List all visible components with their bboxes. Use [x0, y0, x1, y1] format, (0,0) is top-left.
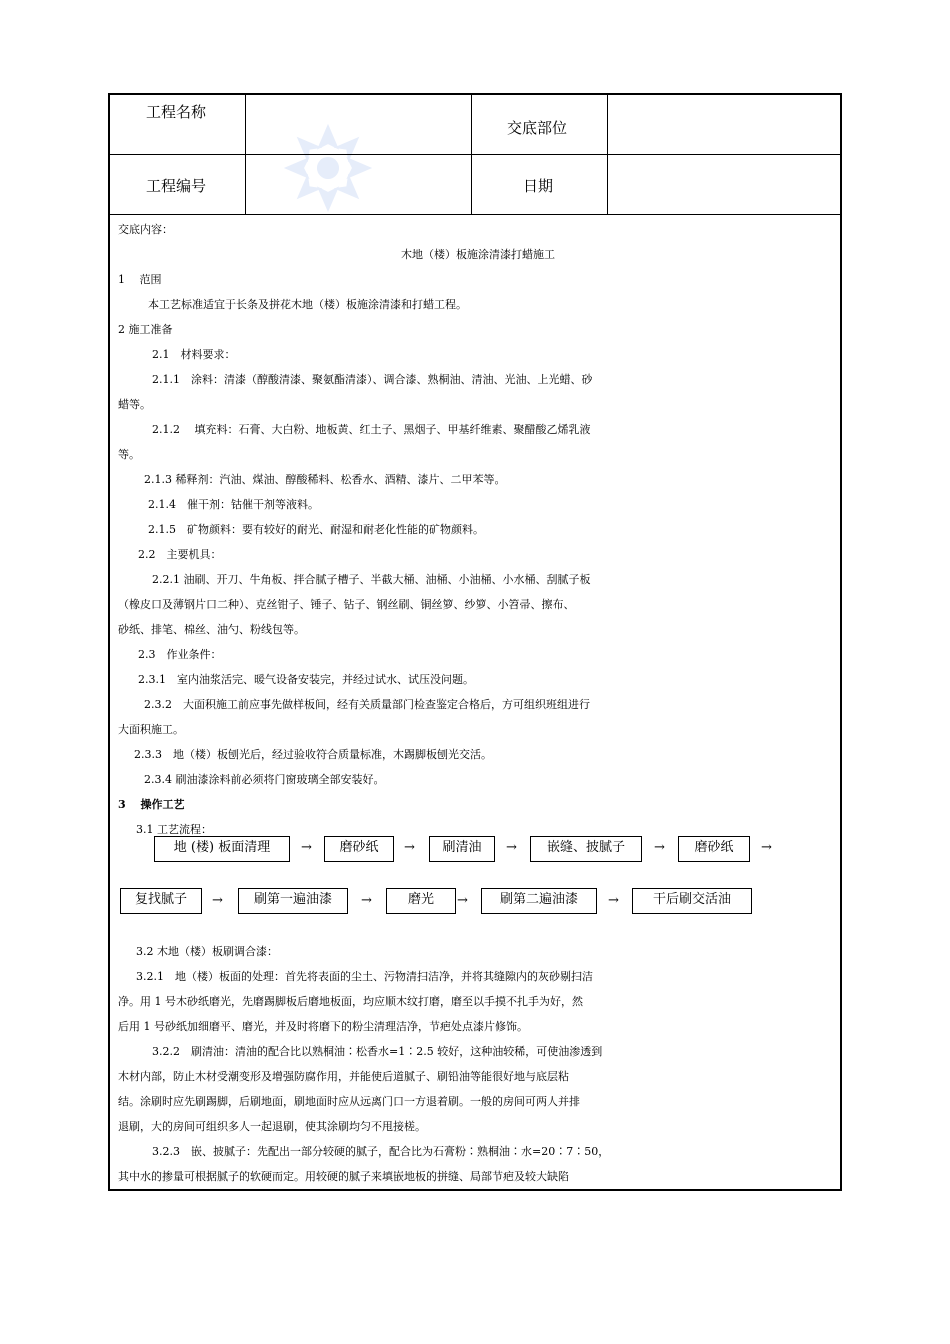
flow-step-sanding-2: 磨砂纸 [678, 836, 750, 862]
subsection-heading: 3.1 工艺流程： [136, 823, 212, 836]
date-label: 日期 [523, 177, 554, 195]
flow-step-final-oil: 干后刷交活油 [632, 888, 752, 914]
flow-step-first-coat: 刷第一遍油漆 [238, 888, 348, 914]
grid-line [110, 214, 840, 215]
paragraph: 2.2.1 油刷、开刀、牛角板、拌合腻子槽子、半截大桶、油桶、小油桶、小水桶、刮腻子板 [152, 573, 591, 586]
paragraph: 其中水的掺量可根据腻子的软硬而定。用较硬的腻子来填嵌地板的拼缝、局部节疤及较大缺陷 [118, 1170, 569, 1183]
flow-step-sanding: 磨砂纸 [324, 836, 394, 862]
paragraph: 蜡等。 [118, 398, 151, 411]
section-heading: 3 操作工艺 [118, 798, 185, 811]
flow-arrow: → [654, 840, 665, 855]
handover-part-value[interactable] [608, 95, 840, 154]
flow-step-polish: 磨光 [386, 888, 456, 914]
flow-step-recheck-putty: 复找腻子 [120, 888, 202, 914]
paragraph: 2.3.1 室内油浆活完、暖气设备安装完，并经过试水、试压没问题。 [138, 673, 474, 686]
flow-arrow: → [457, 893, 468, 908]
paragraph: 2.1.5 矿物颜料：要有较好的耐光、耐湿和耐老化性能的矿物颜料。 [148, 523, 484, 536]
paragraph: 2.3.4 刷油漆涂料前必须将门窗玻璃全部安装好。 [144, 773, 385, 786]
paragraph: 3.2.2 刷清油：清油的配合比以熟桐油∶松香水=1∶2.5 较好，这种油较稀，可使油渗透到 [152, 1045, 603, 1058]
paragraph: 2.3.2 大面积施工前应事先做样板间，经有关质量部门检查鉴定合格后，方可组织班组进行 [144, 698, 590, 711]
disclosure-form [108, 93, 842, 1191]
paragraph: 等。 [118, 448, 140, 461]
content-intro: 交底内容： [118, 223, 173, 236]
subsection-heading: 3.2 木地（楼）板刷调合漆： [136, 945, 278, 958]
paragraph: 3.2.3 嵌、披腻子：先配出一部分较硬的腻子，配合比为石膏粉∶熟桐油∶水=20∶7∶50， [152, 1145, 610, 1158]
flow-step-clear-oil: 刷清油 [429, 836, 495, 862]
project-no-label: 工程编号 [146, 177, 207, 195]
paragraph: 2.1.4 催干剂：钴催干剂等液料。 [148, 498, 319, 511]
handover-part-label: 交底部位 [507, 119, 568, 137]
disclosure-content [118, 217, 838, 842]
paragraph: 后用 1 号砂纸加细磨平、磨光，并及时将磨下的粉尘清理洁净，节疤处点漆片修饰。 [118, 1020, 528, 1033]
project-no-value[interactable] [246, 155, 471, 214]
flow-arrow: → [361, 893, 372, 908]
document-title: 木地（楼）板施涂清漆打蜡施工 [401, 248, 555, 261]
flow-arrow: → [506, 840, 517, 855]
paragraph: 2.1.1 涂料：清漆（醇酸清漆、聚氨酯清漆）、调合漆、熟桐油、清油、光油、上光蜡、砂 [152, 373, 593, 386]
paragraph: 结。涂刷时应先刷踢脚，后刷地面，刷地面时应从远离门口一方退着刷。一般的房间可两人并排 [118, 1095, 580, 1108]
paragraph: 砂纸、排笔、棉丝、油勺、粉线包等。 [118, 623, 305, 636]
flow-arrow: → [404, 840, 415, 855]
paragraph: 木材内部，防止木材受潮变形及增强防腐作用，并能使后道腻子、刷铅油等能很好地与底层粘 [118, 1070, 569, 1083]
subsection-heading: 2.3 作业条件： [138, 648, 222, 661]
date-value[interactable] [608, 155, 840, 214]
paragraph: 本工艺标准适宜于长条及拼花木地（楼）板施涂清漆和打蜡工程。 [148, 298, 467, 311]
project-name-label: 工程名称 [146, 103, 207, 121]
flow-arrow: → [301, 840, 312, 855]
flow-step-floor-cleaning: 地 (楼) 板面清理 [154, 836, 290, 862]
flow-arrow: → [761, 840, 772, 855]
paragraph: 2.1.2 填充料：石膏、大白粉、地板黄、红土子、黑烟子、甲基纤维素、聚醋酸乙烯乳液 [152, 423, 591, 436]
paragraph: 2.1.3 稀释剂：汽油、煤油、醇酸稀料、松香水、酒精、漆片、二甲苯等。 [144, 473, 506, 486]
flow-arrow: → [608, 893, 619, 908]
flow-arrow: → [212, 893, 223, 908]
flow-step-second-coat: 刷第二遍油漆 [481, 888, 597, 914]
paragraph: （橡皮口及薄钢片口二种）、克丝钳子、锤子、钻子、钢丝刷、铜丝箩、纱箩、小笤帚、擦布、 [118, 598, 575, 611]
section-3-2 [118, 939, 838, 1189]
paragraph: 退刷，大的房间可组织多人一起退刷，使其涂刷均匀不甩接槎。 [118, 1120, 426, 1133]
grid-line [471, 95, 472, 215]
paragraph: 2.3.3 地（楼）板刨光后，经过验收符合质量标准，木踢脚板刨光交活。 [134, 748, 492, 761]
flow-step-putty: 嵌缝、披腻子 [530, 836, 642, 862]
paragraph: 大面积施工。 [118, 723, 184, 736]
subsection-heading: 2.2 主要机具： [138, 548, 222, 561]
section-heading: 2 施工准备 [118, 323, 173, 336]
subsection-heading: 2.1 材料要求： [152, 348, 236, 361]
project-name-value[interactable] [246, 95, 471, 154]
paragraph: 3.2.1 地（楼）板面的处理：首先将表面的尘土、污物清扫洁净，并将其缝隙内的灰砂剔扫洁 [136, 970, 593, 983]
section-heading: 1 范围 [118, 273, 162, 286]
paragraph: 净。用 1 号木砂纸磨光，先磨踢脚板后磨地板面，均应顺木纹打磨，磨至以手摸不扎手为好，然 [118, 995, 583, 1008]
